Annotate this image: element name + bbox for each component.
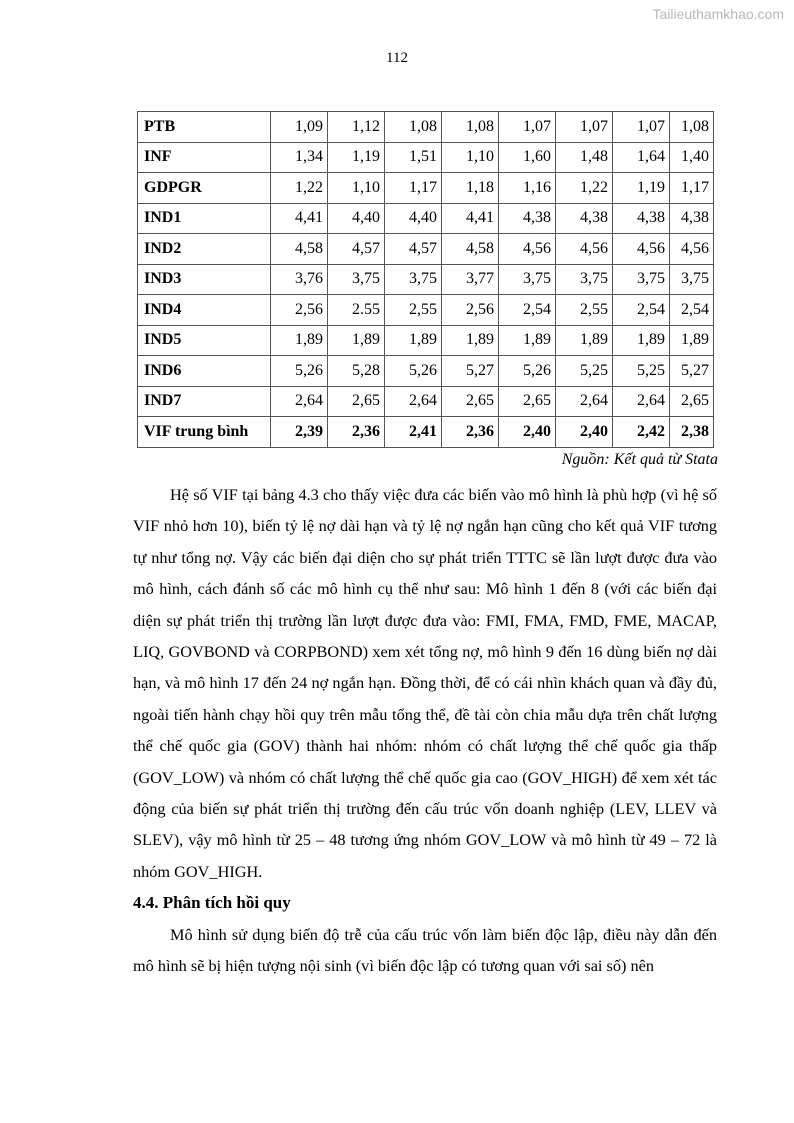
table-cell: 5,26 bbox=[499, 356, 556, 387]
table-cell: 2,38 bbox=[670, 417, 714, 448]
row-label: IND2 bbox=[138, 234, 271, 265]
table-cell: 2,40 bbox=[556, 417, 613, 448]
row-label: IND1 bbox=[138, 203, 271, 234]
table-cell: 2,55 bbox=[556, 295, 613, 326]
table-row bbox=[138, 112, 714, 143]
table-cell: 1,19 bbox=[328, 142, 385, 173]
table-cell: 2,64 bbox=[271, 386, 328, 417]
paragraph: Hệ số VIF tại bảng 4.3 cho thấy việc đưa các biến vào mô hình là phù hợp (vì hệ số VIF nhỏ hơn 10), biến tỷ lệ nợ dài hạn và tỷ lệ nợ ngắn hạn cũng cho kết quả VIF tương tự như tổng nợ. Vậy các biến đại diện cho sự phát triển TTTC sẽ lần lượt được đưa vào mô hình, cách đánh số các mô hình cụ thể như sau: Mô hình 1 đến 8 (với các biến đại diện sự phát triển thị trường lần lượt được đưa vào: FMI, FMA, FMD, FME, MACAP, LIQ, GOVBOND và CORPBOND) xem xét tổng nợ, mô hình 9 đến 16 dùng biến nợ dài hạn, và mô hình 17 đến 24 nợ ngắn hạn. Đồng thời, để có cái nhìn khách quan và đầy đủ, ngoài tiến hành chạy hồi quy trên mẫu tổng thể, đề tài còn chia mẫu dựa trên chất lượng thể chế quốc gia (GOV) thành hai nhóm: nhóm có chất lượng thể chế quốc gia thấp (GOV_LOW) và nhóm có chất lượng thể chế quốc gia cao (GOV_HIGH) để xem xét tác động của biến sự phát triển thị trường đến cấu trúc vốn doanh nghiệp (LEV, LLEV và SLEV), vậy mô hình từ 25 – 48 tương ứng nhóm GOV_LOW và mô hình từ 49 – 72 là nhóm GOV_HIGH. bbox=[133, 485, 717, 881]
table-cell: 2,54 bbox=[499, 295, 556, 326]
table-cell: 2,54 bbox=[670, 295, 714, 326]
table-cell: 3,75 bbox=[613, 264, 670, 295]
table-cell: 4,38 bbox=[556, 203, 613, 234]
table-cell: 2.55 bbox=[328, 295, 385, 326]
table-cell: 1,89 bbox=[499, 325, 556, 356]
table-cell: 1,22 bbox=[556, 173, 613, 204]
row-label: VIF trung bình bbox=[138, 417, 271, 448]
table-cell: 2,56 bbox=[442, 295, 499, 326]
table-cell: 2,36 bbox=[442, 417, 499, 448]
table-cell: 2,54 bbox=[613, 295, 670, 326]
table-cell: 2,64 bbox=[385, 386, 442, 417]
table-cell: 1,07 bbox=[556, 112, 613, 143]
table-row bbox=[138, 417, 714, 448]
table-cell: 1,08 bbox=[442, 112, 499, 143]
table-cell: 2,40 bbox=[499, 417, 556, 448]
table-cell: 5,25 bbox=[613, 356, 670, 387]
table-cell: 3,75 bbox=[385, 264, 442, 295]
table-cell: 4,56 bbox=[499, 234, 556, 265]
table-cell: 5,26 bbox=[385, 356, 442, 387]
table-cell: 1,08 bbox=[670, 112, 714, 143]
table-cell: 1,40 bbox=[670, 142, 714, 173]
table-cell: 4,38 bbox=[613, 203, 670, 234]
table-cell: 2,55 bbox=[385, 295, 442, 326]
table-row bbox=[138, 264, 714, 295]
table-cell: 1,17 bbox=[670, 173, 714, 204]
table-cell: 4,57 bbox=[328, 234, 385, 265]
table-row bbox=[138, 234, 714, 265]
table-cell: 1,51 bbox=[385, 142, 442, 173]
table-cell: 1,09 bbox=[271, 112, 328, 143]
table-cell: 4,56 bbox=[670, 234, 714, 265]
row-label: IND5 bbox=[138, 325, 271, 356]
table-cell: 1,08 bbox=[385, 112, 442, 143]
table-cell: 3,77 bbox=[442, 264, 499, 295]
table-cell: 1,22 bbox=[271, 173, 328, 204]
body-text bbox=[133, 479, 717, 982]
table-cell: 4,58 bbox=[271, 234, 328, 265]
table-cell: 2,65 bbox=[499, 386, 556, 417]
table-cell: 4,57 bbox=[385, 234, 442, 265]
table-cell: 1,89 bbox=[556, 325, 613, 356]
table-cell: 1,48 bbox=[556, 142, 613, 173]
table-cell: 4,58 bbox=[442, 234, 499, 265]
table-cell: 1,89 bbox=[613, 325, 670, 356]
table-row bbox=[138, 295, 714, 326]
table-row bbox=[138, 142, 714, 173]
table-cell: 1,07 bbox=[613, 112, 670, 143]
row-label: GDPGR bbox=[138, 173, 271, 204]
row-label: PTB bbox=[138, 112, 271, 143]
table-cell: 1,18 bbox=[442, 173, 499, 204]
table-cell: 4,38 bbox=[670, 203, 714, 234]
watermark: Tailieuthamkhao.com bbox=[652, 6, 784, 22]
table-cell: 1,89 bbox=[670, 325, 714, 356]
table-cell: 4,38 bbox=[499, 203, 556, 234]
table-cell: 5,28 bbox=[328, 356, 385, 387]
row-label: INF bbox=[138, 142, 271, 173]
table-cell: 1,10 bbox=[442, 142, 499, 173]
table-cell: 4,41 bbox=[271, 203, 328, 234]
table-cell: 2,65 bbox=[670, 386, 714, 417]
table-cell: 1,89 bbox=[442, 325, 499, 356]
table-cell: 4,40 bbox=[385, 203, 442, 234]
table-cell: 1,19 bbox=[613, 173, 670, 204]
table-cell: 1,64 bbox=[613, 142, 670, 173]
page-number: 112 bbox=[386, 50, 408, 66]
row-label: IND3 bbox=[138, 264, 271, 295]
table-cell: 1,16 bbox=[499, 173, 556, 204]
table-cell: 1,12 bbox=[328, 112, 385, 143]
row-label: IND4 bbox=[138, 295, 271, 326]
table-cell: 4,40 bbox=[328, 203, 385, 234]
table-cell: 1,17 bbox=[385, 173, 442, 204]
table-cell: 5,27 bbox=[442, 356, 499, 387]
table-cell: 1,34 bbox=[271, 142, 328, 173]
section-heading: 4.4. Phân tích hồi quy bbox=[133, 893, 291, 913]
table-cell: 2,65 bbox=[328, 386, 385, 417]
table-source: Nguồn: Kết quả từ Stata bbox=[561, 451, 718, 468]
table-cell: 3,75 bbox=[328, 264, 385, 295]
row-label: IND6 bbox=[138, 356, 271, 387]
table-cell: 4,41 bbox=[442, 203, 499, 234]
paragraph: Mô hình sử dụng biến độ trễ của cấu trúc vốn làm biến độc lập, điều này dẫn đến mô hình sẽ bị hiện tượng nội sinh (vì biến độc lập có tương quan với sai số) nên bbox=[133, 924, 717, 976]
table-cell: 3,76 bbox=[271, 264, 328, 295]
table-cell: 2,65 bbox=[442, 386, 499, 417]
vif-table bbox=[137, 111, 714, 448]
table-cell: 5,25 bbox=[556, 356, 613, 387]
table-row bbox=[138, 386, 714, 417]
table-cell: 4,56 bbox=[556, 234, 613, 265]
table-cell: 3,75 bbox=[499, 264, 556, 295]
row-label: IND7 bbox=[138, 386, 271, 417]
table-cell: 2,56 bbox=[271, 295, 328, 326]
table-cell: 5,27 bbox=[670, 356, 714, 387]
table-cell: 1,89 bbox=[271, 325, 328, 356]
table-row bbox=[138, 203, 714, 234]
table-cell: 3,75 bbox=[670, 264, 714, 295]
table-cell: 5,26 bbox=[271, 356, 328, 387]
table-cell: 1,07 bbox=[499, 112, 556, 143]
table-cell: 3,75 bbox=[556, 264, 613, 295]
table-cell: 2,36 bbox=[328, 417, 385, 448]
table-cell: 2,42 bbox=[613, 417, 670, 448]
table-cell: 2,41 bbox=[385, 417, 442, 448]
table-cell: 1,60 bbox=[499, 142, 556, 173]
table-row bbox=[138, 356, 714, 387]
table-cell: 2,64 bbox=[613, 386, 670, 417]
table-cell: 2,39 bbox=[271, 417, 328, 448]
table-cell: 1,10 bbox=[328, 173, 385, 204]
table-cell: 4,56 bbox=[613, 234, 670, 265]
table-cell: 1,89 bbox=[328, 325, 385, 356]
table-cell: 2,64 bbox=[556, 386, 613, 417]
table-row bbox=[138, 173, 714, 204]
table-row bbox=[138, 325, 714, 356]
table-cell: 1,89 bbox=[385, 325, 442, 356]
